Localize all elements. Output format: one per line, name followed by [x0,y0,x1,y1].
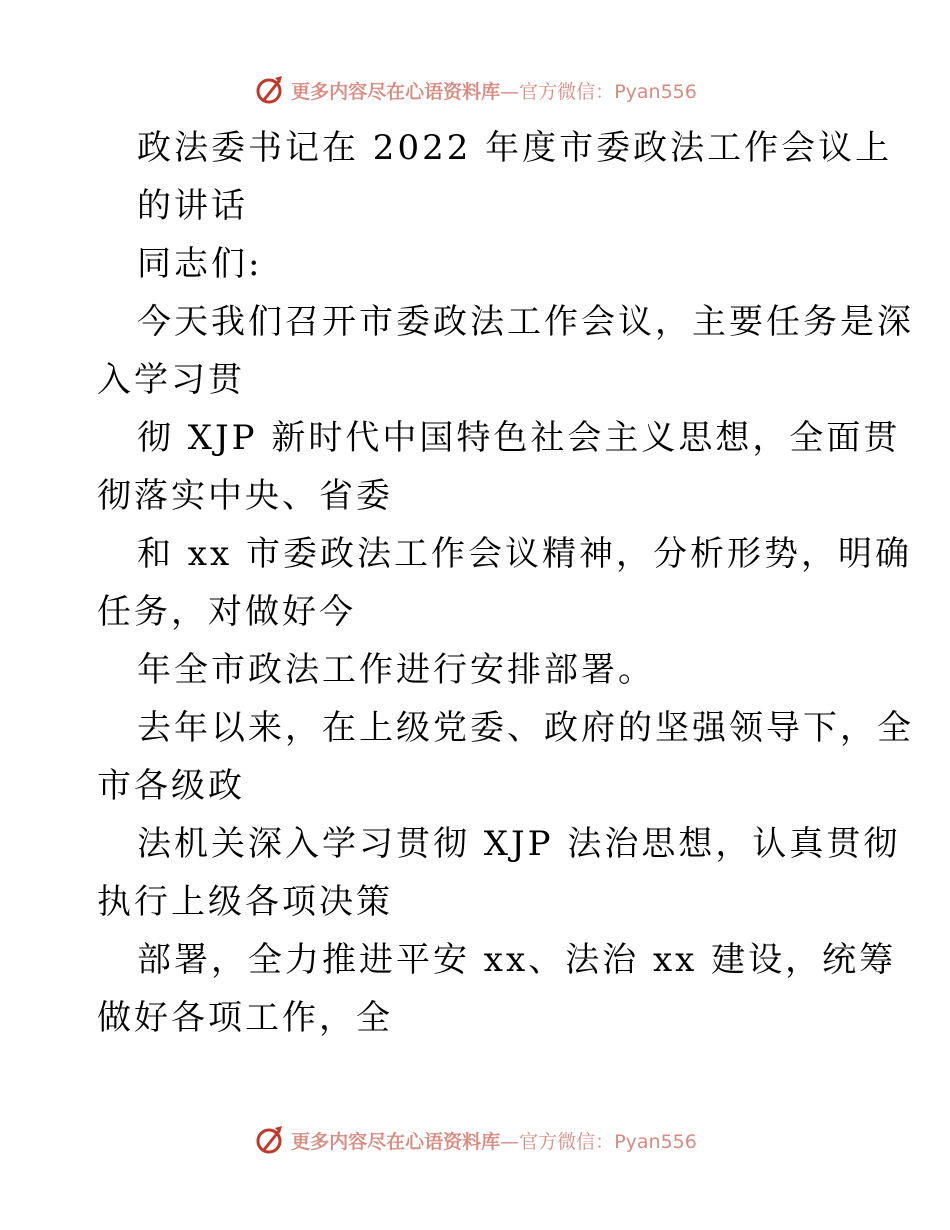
paragraph-line: 年全市政法工作进行安排部署。 [137,650,655,690]
paragraph-line: 部署，全力推进平安 xx、法治 xx 建设，统筹 [137,940,897,980]
watermark-separator: — [500,1130,520,1153]
paragraph-line: 去年以来，在上级党委、政府的坚强领导下，全 [137,708,914,748]
watermark-text [291,77,697,104]
paragraph-line: 彻 XJP 新时代中国特色社会主义思想，全面贯 [137,418,901,458]
watermark-text [291,1127,697,1154]
watermark-site-text: 更多内容尽在心语资料库 [291,80,501,103]
watermark-wechat-label: 官方微信： [519,80,615,103]
footer-watermark [0,1120,950,1160]
salutation: 同志们: [137,244,263,284]
quill-logo-icon [253,1124,285,1156]
paragraph-line: 执行上级各项决策 [97,882,393,922]
watermark-wechat-id: Pyan556 [614,80,697,103]
document-title-line-1: 政法委书记在 2022 年度市委政法工作会议上 [137,128,893,168]
paragraph-line: 和 xx 市委政法工作会议精神，分析形势，明确 [137,534,912,574]
quill-logo-icon [253,74,285,106]
watermark-wechat-label: 官方微信： [519,1130,615,1153]
header-watermark [0,70,950,110]
watermark-site-text: 更多内容尽在心语资料库 [291,1130,501,1153]
paragraph-line: 入学习贯 [97,360,245,400]
paragraph-line: 彻落实中央、省委 [97,476,393,516]
paragraph-line: 法机关深入学习贯彻 XJP 法治思想，认真贯彻 [137,824,901,864]
paragraph-line: 做好各项工作，全 [97,998,393,1038]
paragraph-line: 今天我们召开市委政法工作会议，主要任务是深 [137,302,914,342]
paragraph-line: 市各级政 [97,766,245,806]
document-title-line-2: 的讲话 [137,186,248,226]
watermark-wechat-id: Pyan556 [614,1130,697,1153]
watermark-separator: — [500,80,520,103]
paragraph-line: 任务，对做好今 [97,592,356,632]
